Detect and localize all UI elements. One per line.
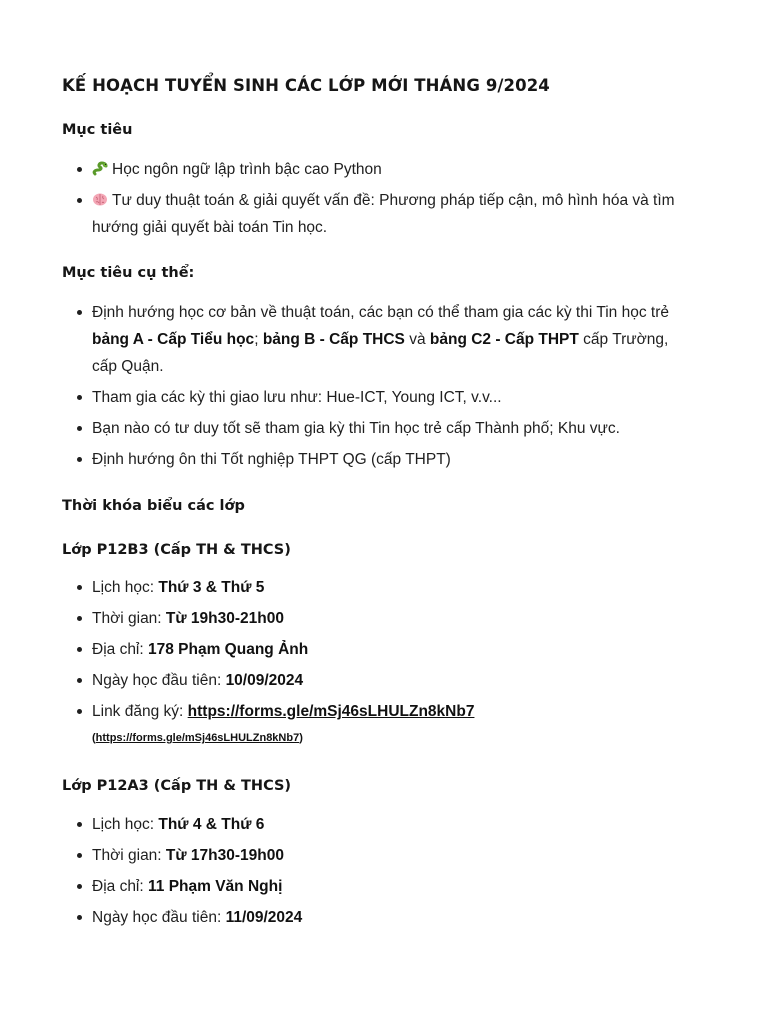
page-title: KẾ HOẠCH TUYỂN SINH CÁC LỚP MỚI THÁNG 9/2024 — [62, 76, 550, 95]
snake-icon — [92, 160, 108, 176]
list-item — [92, 187, 692, 241]
specific-goals-heading: Mục tiêu cụ thể: — [62, 265, 195, 281]
value: 11 Phạm Văn Nghị — [148, 878, 283, 895]
value: 178 Phạm Quang Ảnh — [148, 641, 309, 658]
list-item — [92, 574, 692, 601]
item-text: Định hướng học cơ bản về thuật toán, các bạn có thể tham gia các kỳ thi Tin học trẻ — [92, 304, 669, 321]
list-item — [92, 156, 692, 183]
list-item — [92, 811, 692, 838]
list-item — [92, 904, 692, 931]
list-item — [92, 299, 692, 380]
item-text: Bạn nào có tư duy tốt sẽ tham gia kỳ thi Tin học trẻ cấp Thành phố; Khu vực. — [92, 420, 620, 437]
goal-text: Tư duy thuật toán & giải quyết vấn đề: Phương pháp tiếp cận, mô hình hóa và tìm hướng giải quyết bài toán Tin học. — [92, 192, 675, 236]
schedule-heading: Thời khóa biểu các lớp — [62, 498, 245, 514]
list-item — [92, 636, 692, 663]
item-text: Định hướng ôn thi Tốt nghiệp THPT QG (cấp THPT) — [92, 451, 451, 468]
bold-text: bảng A - Cấp Tiểu học — [92, 331, 255, 348]
register-link[interactable]: https://forms.gle/mSj46sLHULZn8kNb7 — [187, 703, 475, 720]
paren: ( — [92, 732, 96, 744]
paren: ) — [299, 732, 303, 744]
item-text: ; — [254, 331, 263, 348]
list-item — [92, 446, 692, 473]
label: Thời gian: — [92, 847, 166, 864]
value: Từ 19h30-21h00 — [165, 610, 284, 627]
label: Địa chỉ: — [92, 878, 148, 895]
label: Ngày học đầu tiên: — [92, 672, 226, 689]
list-item — [92, 842, 692, 869]
goal-text: Học ngôn ngữ lập trình bậc cao Python — [112, 161, 382, 178]
list-item — [92, 667, 692, 694]
list-item — [92, 415, 692, 442]
value: 10/09/2024 — [225, 672, 304, 689]
value: Thứ 4 & Thứ 6 — [158, 816, 265, 833]
label: Link đăng ký: — [92, 703, 188, 720]
class1-details — [92, 574, 692, 725]
label: Ngày học đầu tiên: — [92, 909, 226, 926]
specific-goals-list — [92, 299, 692, 473]
label: Lịch học: — [92, 816, 159, 833]
goals-list — [92, 156, 692, 241]
list-item — [92, 873, 692, 900]
label: Thời gian: — [92, 610, 166, 627]
bold-text: bảng C2 - Cấp THPT — [429, 331, 579, 348]
label: Địa chỉ: — [92, 641, 148, 658]
class2-heading: Lớp P12A3 (Cấp TH & THCS) — [62, 778, 292, 794]
brain-icon — [92, 191, 108, 207]
list-item — [92, 698, 692, 725]
list-item — [92, 605, 692, 632]
item-text: và — [404, 331, 430, 348]
goals-heading: Mục tiêu — [62, 122, 133, 138]
class1-heading: Lớp P12B3 (Cấp TH & THCS) — [62, 542, 291, 558]
value: Từ 17h30-19h00 — [165, 847, 284, 864]
item-text: Tham gia các kỳ thi giao lưu như: Hue-ICT, Young ICT, v.v... — [92, 389, 502, 406]
register-link-url[interactable]: https://forms.gle/mSj46sLHULZn8kNb7 — [95, 732, 300, 744]
value: 11/09/2024 — [225, 909, 303, 926]
bold-text: bảng B - Cấp THCS — [262, 331, 405, 348]
item-text: cấp Trường, cấp Quận. — [92, 331, 669, 375]
register-link-small — [92, 732, 303, 744]
class2-details — [92, 811, 692, 931]
list-item — [92, 384, 692, 411]
label: Lịch học: — [92, 579, 159, 596]
value: Thứ 3 & Thứ 5 — [158, 579, 265, 596]
